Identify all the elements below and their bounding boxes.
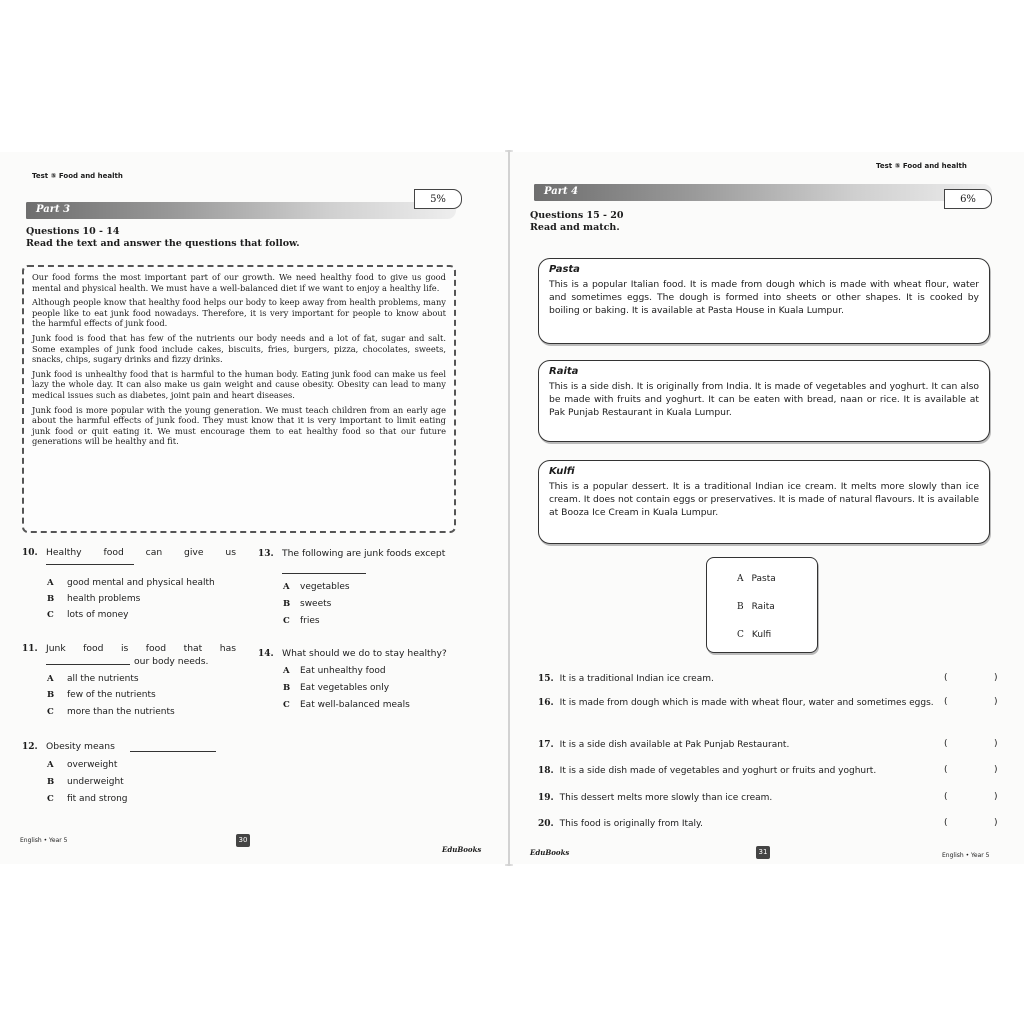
food-card-body: This is a side dish. It is originally from India. It is made of vegetables and yoghurt. It can also be made with fruits and yoghurt. It can be eaten with bread, naan or rice. It is available at Pak Punjab Restaurant in Kuala Lumpur. <box>549 381 979 418</box>
match-option-letter: C <box>737 630 744 640</box>
option-letter: B <box>47 594 55 604</box>
answer-bracket-close: ) <box>994 792 998 802</box>
answer-bracket-open: ( <box>944 739 948 749</box>
option-text[interactable]: underweight <box>67 777 124 787</box>
food-card-title: Pasta <box>549 264 580 275</box>
option-letter: A <box>47 674 54 684</box>
reading-passage <box>22 265 456 533</box>
statement-number: 19. <box>538 793 554 803</box>
statement-number: 16. <box>538 698 554 708</box>
question-10-number: 10. <box>22 548 38 558</box>
option-text[interactable]: fries <box>300 616 320 626</box>
statement-18 <box>538 765 948 777</box>
question-10-stem: Healthy food can give us <box>46 547 236 558</box>
question-13-blank <box>282 573 366 574</box>
question-12-number: 12. <box>22 742 38 752</box>
answer-bracket-close: ) <box>994 818 998 828</box>
question-11-stem: Junk food is food that has <box>46 643 236 654</box>
publisher-logo: EduBooks <box>530 848 570 857</box>
statement-19 <box>538 792 918 804</box>
option-text[interactable]: all the nutrients <box>67 674 139 684</box>
statement-number: 17. <box>538 740 554 750</box>
right-page-header: Test ⑤ Food and health <box>876 162 967 170</box>
option-letter: C <box>47 794 54 804</box>
answer-bracket-open: ( <box>944 765 948 775</box>
left-page-footer: English • Year 5 <box>20 837 68 844</box>
left-page <box>0 152 508 864</box>
answer-bracket-close: ) <box>994 765 998 775</box>
option-text[interactable]: more than the nutrients <box>67 707 175 717</box>
left-page-header: Test ⑤ Food and health <box>32 172 123 180</box>
statement-15 <box>538 673 918 685</box>
statement-number: 15. <box>538 674 554 684</box>
statement-text: This food is originally from Italy. <box>559 819 703 829</box>
match-option-letter: B <box>737 602 744 612</box>
option-text[interactable]: Eat well-balanced meals <box>300 700 410 710</box>
question-14-stem: What should we do to stay healthy? <box>282 648 447 659</box>
part-3-score: 5% <box>414 189 462 209</box>
instruction-part-3: Read the text and answer the questions that follow. <box>26 238 300 249</box>
answer-bracket-open: ( <box>944 792 948 802</box>
option-text[interactable]: Eat vegetables only <box>300 683 390 693</box>
questions-range-10-14: Questions 10 - 14 <box>26 226 120 237</box>
match-option-a <box>737 574 776 584</box>
food-card-pasta <box>538 258 990 344</box>
option-letter: C <box>47 707 54 717</box>
match-option-b <box>737 602 775 612</box>
option-letter: B <box>283 683 291 693</box>
statement-number: 18. <box>538 766 554 776</box>
answer-bracket-open: ( <box>944 818 948 828</box>
part-3-label: Part 3 <box>36 204 71 215</box>
part-4-label: Part 4 <box>544 186 579 197</box>
option-letter: A <box>283 666 290 676</box>
question-14-number: 14. <box>258 649 274 659</box>
answer-bracket-close: ) <box>994 739 998 749</box>
match-option-letter: A <box>737 574 744 584</box>
statement-number: 20. <box>538 819 554 829</box>
passage-paragraph: Junk food is more popular with the young generation. We must teach children from an early age about the harmful effects of junk food. They must know that it is very important to limit eating junk food or quit eating it. We must encourage them to eat healthy food so that our future generations will be healthy and fit. <box>32 404 446 447</box>
statement-text: This dessert melts more slowly than ice cream. <box>559 793 773 803</box>
question-10-blank <box>46 564 134 565</box>
option-text[interactable]: vegetables <box>300 582 350 592</box>
match-option-text: Pasta <box>751 574 776 584</box>
option-letter: A <box>47 578 54 588</box>
option-letter: A <box>283 582 290 592</box>
passage-paragraph: Our food forms the most important part of our growth. We need healthy food to give us good mental and physical health. We must have a well-balanced diet if we want to enjoy a healthy life. <box>32 272 446 293</box>
questions-range-15-20: Questions 15 - 20 <box>530 210 624 221</box>
match-options-box <box>706 557 818 653</box>
option-text[interactable]: few of the nutrients <box>67 690 156 700</box>
match-option-text: Kulfi <box>751 630 772 640</box>
answer-bracket-close: ) <box>994 673 998 683</box>
passage-paragraph: Although people know that healthy food helps our body to keep away from health problems, many people like to eat junk food nowadays. Therefore, it is very important for people to know about the harmful effects of junk food. <box>32 297 446 329</box>
right-page-number: 31 <box>756 846 770 859</box>
answer-bracket-close: ) <box>994 697 998 707</box>
question-11-stem-continued: our body needs. <box>134 656 209 667</box>
statement-text: It is a traditional Indian ice cream. <box>559 674 714 684</box>
answer-bracket-open: ( <box>944 697 948 707</box>
question-12-stem: Obesity means <box>46 741 115 752</box>
option-letter: C <box>283 616 290 626</box>
option-letter: C <box>283 700 290 710</box>
food-card-title: Kulfi <box>549 466 575 477</box>
passage-paragraph: Junk food is food that has few of the nutrients our body needs and a lot of fat, sugar and salt. Some examples of junk food include cakes, biscuits, fries, burgers, pizza, chocolates, sweets, snacks, chips, sugary drinks and fizzy drinks. <box>32 332 446 365</box>
option-letter: A <box>47 760 54 770</box>
statement-17 <box>538 739 918 751</box>
food-card-body: This is a popular Italian food. It is made from dough which is made with wheat flour, water and sometimes eggs. The dough is formed into sheets or other shapes. It is cooked by boiling or baking. It is available at Pasta House in Kuala Lumpur. <box>549 279 979 316</box>
question-13-stem: The following are junk foods except <box>282 548 446 559</box>
statement-20 <box>538 818 918 830</box>
statement-text: It is a side dish made of vegetables and yoghurt or fruits and yoghurt. <box>559 766 877 776</box>
food-card-kulfi <box>538 460 990 544</box>
option-letter: B <box>47 777 55 787</box>
question-12-blank <box>130 751 216 752</box>
part-4-banner <box>534 184 992 201</box>
statement-text: It is made from dough which is made with wheat flour, water and sometimes eggs. <box>559 698 934 708</box>
food-card-title: Raita <box>549 366 579 377</box>
right-page-footer: English • Year 5 <box>942 852 990 859</box>
option-text[interactable]: overweight <box>67 760 118 770</box>
passage-paragraph: Junk food is unhealthy food that is harmful to the human body. Eating junk food can make us feel lazy the whole day. It can also make us gain weight and cause obesity. Obesity can lead to many medical issues such as diabetes, joint pain and heart diseases. <box>32 368 446 400</box>
option-letter: B <box>47 690 55 700</box>
food-card-raita <box>538 360 990 442</box>
food-card-body: This is a popular dessert. It is a traditional Indian ice cream. It melts more slowly than ice cream. It does not contain eggs or preservatives. It is made of natural flavours. It is available at Booza Ice Cream in Kuala Lumpur. <box>549 481 979 518</box>
part-3-banner <box>26 202 456 219</box>
right-page <box>510 152 1024 864</box>
question-11-number: 11. <box>22 644 38 654</box>
option-letter: B <box>283 599 291 609</box>
match-option-c <box>737 630 771 640</box>
option-text[interactable]: Eat unhealthy food <box>300 666 386 676</box>
option-letter: C <box>47 610 54 620</box>
left-page-number: 30 <box>236 834 250 847</box>
statement-16 <box>538 697 938 709</box>
question-13-number: 13. <box>258 549 274 559</box>
part-4-score: 6% <box>944 189 992 209</box>
option-text[interactable]: lots of money <box>67 610 129 620</box>
answer-bracket-open: ( <box>944 673 948 683</box>
option-text[interactable]: fit and strong <box>67 794 128 804</box>
question-11-blank <box>46 664 130 665</box>
publisher-logo: EduBooks <box>442 845 482 854</box>
option-text[interactable]: good mental and physical health <box>67 578 215 588</box>
option-text[interactable]: sweets <box>300 599 332 609</box>
statement-text: It is a side dish available at Pak Punjab Restaurant. <box>559 740 790 750</box>
match-option-text: Raita <box>751 602 775 612</box>
instruction-part-4: Read and match. <box>530 222 620 233</box>
option-text[interactable]: health problems <box>67 594 141 604</box>
